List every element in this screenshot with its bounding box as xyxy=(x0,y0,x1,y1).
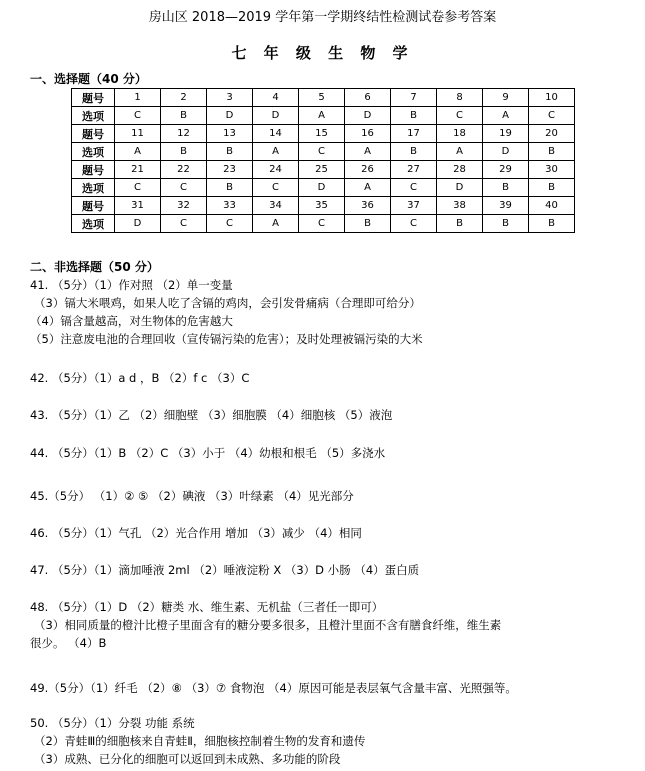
answer-cell: A xyxy=(437,143,483,161)
answer-line: （4）镉含量越高，对生物体的危害越大 xyxy=(30,314,233,328)
answer-cell: A xyxy=(345,179,391,197)
answer-cell: B xyxy=(161,143,207,161)
answer-cell: B xyxy=(207,143,253,161)
answer-table xyxy=(71,88,575,233)
answer-cell: D xyxy=(483,143,529,161)
answer-cell: B xyxy=(529,143,575,161)
answer-table-row xyxy=(72,143,575,161)
answer-cell: A xyxy=(483,107,529,125)
document-title: 房山区 2018—2019 学年第一学期终结性检测试卷参考答案 xyxy=(148,10,497,25)
answer-line: 47. （5分）（1）滴加唾液 2ml （2）唾液淀粉 X （3）D 小肠 （4）蛋白质 xyxy=(30,563,420,577)
answer-table-row xyxy=(72,161,575,179)
answer-cell: 2 xyxy=(161,89,207,107)
answer-line: 50. （5分）（1）分裂 功能 系统 xyxy=(30,716,195,730)
answer-cell: 6 xyxy=(345,89,391,107)
answer-cell: 11 xyxy=(115,125,161,143)
answer-cell: 13 xyxy=(207,125,253,143)
answer-cell: C xyxy=(529,107,575,125)
answer-table-row xyxy=(72,107,575,125)
answer-line: 很少。 （4）B xyxy=(30,636,107,650)
answer-cell: 10 xyxy=(529,89,575,107)
answer-cell: B xyxy=(529,179,575,197)
answer-cell: 22 xyxy=(161,161,207,179)
answer-cell: C xyxy=(391,179,437,197)
answer-cell: B xyxy=(529,215,575,233)
answer-line: 44. （5分）（1）B （2）C （3）小于 （4）幼根和根毛 （5）多浇水 xyxy=(30,446,386,460)
answer-line: 45.（5分） （1）② ⑤ （2）碘液 （3）叶绿素 （4）见光部分 xyxy=(30,489,354,503)
answer-cell: 34 xyxy=(253,197,299,215)
answer-cell: C xyxy=(299,143,345,161)
answer-cell: B xyxy=(345,215,391,233)
answer-cell: 25 xyxy=(299,161,345,179)
answer-cell: 16 xyxy=(345,125,391,143)
answer-cell: 27 xyxy=(391,161,437,179)
answer-table-row xyxy=(72,197,575,215)
answer-cell: 35 xyxy=(299,197,345,215)
answer-cell: 15 xyxy=(299,125,345,143)
section1-heading: 一、选择题（40 分） xyxy=(30,72,147,86)
answer-line: 42. （5分）（1）a d ，B （2）f c （3）C xyxy=(30,371,250,385)
answer-cell: D xyxy=(253,107,299,125)
answer-cell: C xyxy=(161,215,207,233)
answer-cell: C xyxy=(207,215,253,233)
answer-cell: A xyxy=(299,107,345,125)
answer-cell: C xyxy=(161,179,207,197)
answer-cell: C xyxy=(437,107,483,125)
answer-line: 49.（5分）（1）纤毛 （2）⑧ （3）⑦ 食物泡 （4）原因可能是表层氧气含量丰富、光照强等。 xyxy=(30,681,517,695)
answer-table-row xyxy=(72,125,575,143)
answer-cell: A xyxy=(115,143,161,161)
answer-cell: 9 xyxy=(483,89,529,107)
answer-line: （3）相同质量的橙汁比橙子里面含有的糖分要多很多，且橙汁里面不含有膳食纤维，维生素 xyxy=(34,618,502,632)
row-label: 选项 xyxy=(72,179,115,197)
answer-cell: D xyxy=(345,107,391,125)
answer-cell: 37 xyxy=(391,197,437,215)
answer-cell: 31 xyxy=(115,197,161,215)
answer-cell: 19 xyxy=(483,125,529,143)
answer-cell: 17 xyxy=(391,125,437,143)
answer-line: （5）注意废电池的合理回收（宣传镉污染的危害）；及时处理被镉污染的大米 xyxy=(30,332,423,346)
answer-cell: 20 xyxy=(529,125,575,143)
answer-line: 43. （5分）（1）乙 （2）细胞壁 （3）细胞膜 （4）细胞核 （5）液泡 xyxy=(30,408,393,422)
answer-line: 48. （5分）（1）D （2）糖类 水、维生素、无机盐（三者任一即可） xyxy=(30,600,384,614)
answer-cell: 12 xyxy=(161,125,207,143)
answer-cell: 32 xyxy=(161,197,207,215)
answer-cell: A xyxy=(253,143,299,161)
answer-table-row xyxy=(72,215,575,233)
answer-line: 46. （5分）（1）气孔 （2）光合作用 增加 （3）减少 （4）相同 xyxy=(30,526,362,540)
answer-cell: B xyxy=(391,143,437,161)
answer-cell: D xyxy=(437,179,483,197)
answer-line: （3）成熟、已分化的细胞可以返回到未成熟、多功能的阶段 xyxy=(34,752,341,766)
row-label: 选项 xyxy=(72,143,115,161)
answer-cell: 21 xyxy=(115,161,161,179)
answer-cell: B xyxy=(391,107,437,125)
answer-cell: C xyxy=(299,215,345,233)
answer-cell: 4 xyxy=(253,89,299,107)
answer-cell: B xyxy=(483,215,529,233)
row-label: 题号 xyxy=(72,89,115,107)
row-label: 选项 xyxy=(72,215,115,233)
answer-cell: D xyxy=(299,179,345,197)
answer-cell: C xyxy=(391,215,437,233)
answer-cell: A xyxy=(345,143,391,161)
answer-table-row xyxy=(72,179,575,197)
row-label: 题号 xyxy=(72,161,115,179)
answer-cell: 7 xyxy=(391,89,437,107)
answer-cell: B xyxy=(161,107,207,125)
row-label: 题号 xyxy=(72,197,115,215)
document-subtitle: 七 年 级 生 物 学 xyxy=(231,44,414,62)
answer-cell: 5 xyxy=(299,89,345,107)
answer-cell: 8 xyxy=(437,89,483,107)
answer-cell: 14 xyxy=(253,125,299,143)
answer-cell: 33 xyxy=(207,197,253,215)
answer-cell: D xyxy=(115,215,161,233)
answer-cell: C xyxy=(115,107,161,125)
answer-cell: 38 xyxy=(437,197,483,215)
answer-cell: 30 xyxy=(529,161,575,179)
answer-cell: C xyxy=(253,179,299,197)
answer-cell: D xyxy=(207,107,253,125)
answer-cell: C xyxy=(115,179,161,197)
answer-cell: 39 xyxy=(483,197,529,215)
answer-cell: 26 xyxy=(345,161,391,179)
answer-line: （2）青蛙Ⅲ的细胞核来自青蛙Ⅱ，细胞核控制着生物的发育和遗传 xyxy=(34,734,366,748)
row-label: 选项 xyxy=(72,107,115,125)
answer-cell: B xyxy=(437,215,483,233)
answer-table-row xyxy=(72,89,575,107)
answer-cell: 28 xyxy=(437,161,483,179)
answer-cell: A xyxy=(253,215,299,233)
answer-line: 41. （5分）（1）作对照 （2）单一变量 xyxy=(30,278,233,292)
answer-cell: 36 xyxy=(345,197,391,215)
answer-cell: 3 xyxy=(207,89,253,107)
answer-line: （3）镉大米喂鸡，如果人吃了含镉的鸡肉，会引发骨痛病（合理即可给分） xyxy=(34,296,421,310)
answer-cell: 40 xyxy=(529,197,575,215)
answer-cell: 18 xyxy=(437,125,483,143)
answer-cell: 29 xyxy=(483,161,529,179)
section2-heading: 二、非选择题（50 分） xyxy=(30,260,159,274)
answer-cell: 24 xyxy=(253,161,299,179)
answer-cell: 23 xyxy=(207,161,253,179)
answer-cell: 1 xyxy=(115,89,161,107)
row-label: 题号 xyxy=(72,125,115,143)
answer-cell: B xyxy=(483,179,529,197)
answer-cell: B xyxy=(207,179,253,197)
